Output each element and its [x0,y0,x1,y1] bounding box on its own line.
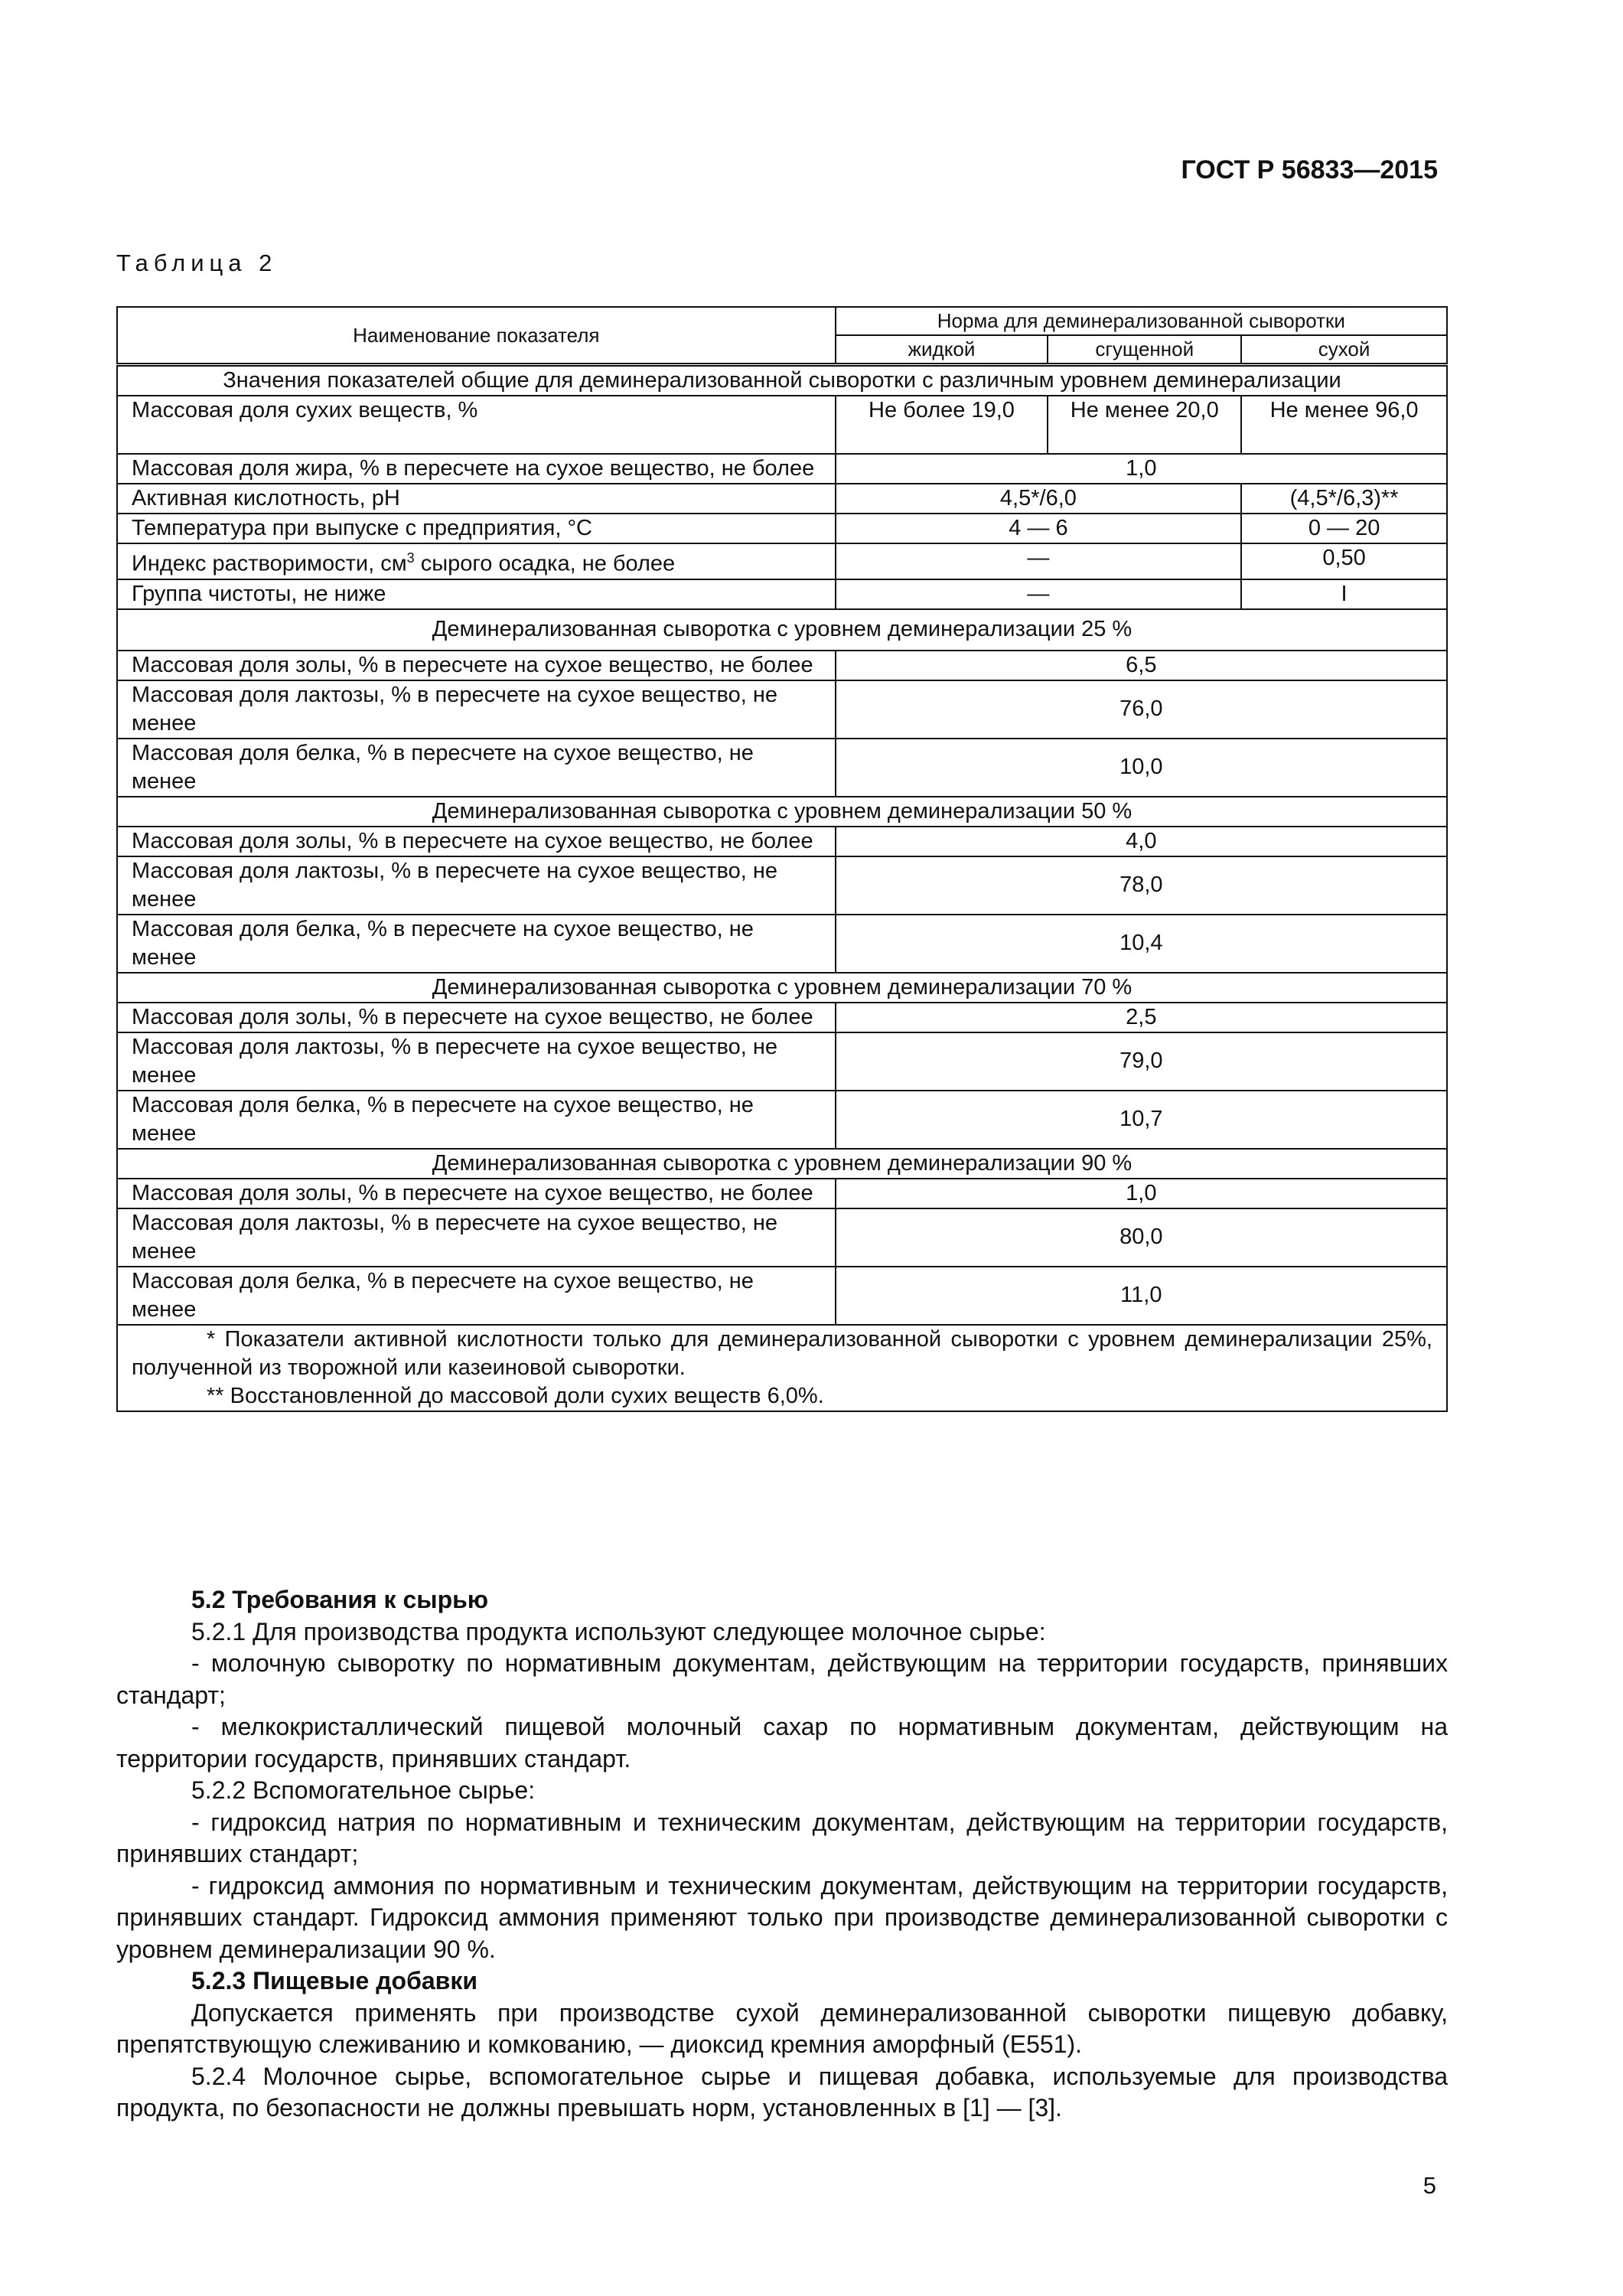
column-header-liquid: жидкой [836,335,1048,365]
table-row [117,454,1447,484]
table-row [117,543,1447,579]
row-name: Массовая доля сухих веществ, % [117,396,836,454]
table-row [117,484,1447,514]
value-dry: Не менее 96,0 [1241,396,1447,454]
paragraph-5-2-4: 5.2.4 Молочное сырье, вспомогательное сырье и пищевая добавка, используемые для производства продукта, по безопасности не должны превышать норм, установленных в [1] — [3]. [116,2062,1448,2122]
row-value: 79,0 [836,1032,1447,1091]
row-value: 78,0 [836,856,1447,915]
value-condensed: Не менее 20,0 [1048,396,1241,454]
section-title-level-25: Деминерализованная сыворотка с уровнем деминерализации 25 % [117,609,1447,651]
section-title-level-90: Деминерализованная сыворотка с уровнем деминерализации 90 % [117,1149,1447,1179]
column-header-condensed: сгущенной [1048,335,1241,365]
row-name: Группа чистоты, не ниже [117,579,836,609]
row-value: 76,0 [836,680,1447,739]
row-name [117,543,836,579]
page-number: 5 [1423,2172,1436,2199]
row-value: 2,5 [836,1003,1447,1032]
section-title-level-50: Деминерализованная сыворотка с уровнем деминерализации 50 % [117,797,1447,827]
value-dry: 0 — 20 [1241,514,1447,543]
section-title-general: Значения показателей общие для деминерализованной сыворотки с различным уровнем деминерализации [117,365,1447,396]
table-row [117,915,1447,973]
row-name: Массовая доля белка, % в пересчете на сухое вещество, не менее [117,1091,836,1149]
row-name: Массовая доля белка, % в пересчете на сухое вещество, не менее [117,1267,836,1325]
row-name: Массовая доля лактозы, % в пересчете на сухое вещество, не менее [117,680,836,739]
value-dry: 0,50 [1241,543,1447,579]
row-name: Массовая доля белка, % в пересчете на сухое вещество, не менее [117,915,836,973]
table-header-row [117,307,1447,335]
row-value: 10,4 [836,915,1447,973]
table-row [117,1032,1447,1091]
section-title-level-70: Деминерализованная сыворотка с уровнем деминерализации 70 % [117,973,1447,1003]
column-header-group: Норма для деминерализованной сыворотки [836,307,1447,335]
section-row [117,1149,1447,1179]
value-liquid-condensed: 4,5*/6,0 [836,484,1242,514]
value-dry: (4,5*/6,3)** [1241,484,1447,514]
table-caption: Таблица 2 [116,249,278,276]
table-row [117,1179,1447,1208]
table-row [117,396,1447,454]
row-name: Массовая доля лактозы, % в пересчете на сухое вещество, не менее [117,1032,836,1091]
paragraph-5-2-1: 5.2.1 Для производства продукта используют следующее молочное сырье: [191,1617,1046,1645]
row-value: 4,0 [836,827,1447,856]
section-row [117,609,1447,651]
table-row [117,579,1447,609]
section-row [117,365,1447,396]
paragraph-whey: - молочную сыворотку по нормативным документам, действующим на территории государств, принявших стандарт; [116,1649,1448,1709]
row-value: 10,0 [836,739,1447,797]
table-row [117,1208,1447,1267]
table-footnotes [117,1325,1447,1411]
section-row [117,973,1447,1003]
paragraph-ammonium-hydroxide: - гидроксид аммония по нормативным и техническим документам, действующим на территории государств, принявших стандарт. Гидроксид аммония применяют только при производстве деминерализованной сыворотки с уровнем деминерализации 90 %. [116,1871,1448,1963]
row-name: Активная кислотность, pH [117,484,836,514]
footnote-row [117,1325,1447,1411]
row-name: Массовая доля золы, % в пересчете на сухое вещество, не более [117,1179,836,1208]
row-name: Массовая доля белка, % в пересчете на сухое вещество, не менее [117,739,836,797]
table-row [117,514,1447,543]
section-row [117,797,1447,827]
paragraph-sodium-hydroxide: - гидроксид натрия по нормативным и техническим документам, действующим на территории государств, принявших стандарт; [116,1808,1448,1867]
table-row [117,651,1447,680]
row-name: Массовая доля золы, % в пересчете на сухое вещество, не более [117,651,836,680]
value-liquid-condensed: 4 — 6 [836,514,1242,543]
heading-5-2: 5.2 Требования к сырью [191,1586,489,1613]
document-code: ГОСТ Р 56833—2015 [1181,155,1438,184]
requirements-table [116,306,1448,1412]
row-value: 6,5 [836,651,1447,680]
table-row [117,1267,1447,1325]
row-name-prefix: Индекс растворимости, см [132,551,407,576]
heading-5-2-3: 5.2.3 Пищевые добавки [191,1967,477,1994]
row-value: 11,0 [836,1267,1447,1325]
row-name: Массовая доля жира, % в пересчете на сухое вещество, не более [117,454,836,484]
row-name: Массовая доля золы, % в пересчете на сухое вещество, не более [117,827,836,856]
value-liquid-condensed: — [836,579,1242,609]
row-name-suffix: сырого осадка, не более [414,551,676,576]
footnote-2: ** Восстановленной до массовой доли сухих веществ 6,0%. [207,1383,824,1408]
value-liquid-condensed: — [836,543,1242,579]
row-name: Массовая доля лактозы, % в пересчете на сухое вещество, не менее [117,856,836,915]
row-name: Температура при выпуске с предприятия, °С [117,514,836,543]
row-name-superscript: 3 [406,550,415,566]
table-row [117,739,1447,797]
row-value: 1,0 [836,1179,1447,1208]
body-text [116,1584,1448,2125]
value-dry: I [1241,579,1447,609]
row-name: Массовая доля лактозы, % в пересчете на сухое вещество, не менее [117,1208,836,1267]
paragraph-milk-sugar: - мелкокристаллический пищевой молочный сахар по нормативным документам, действующим на территории государств, принявших стандарт. [116,1713,1448,1773]
row-value: 10,7 [836,1091,1447,1149]
value-liquid: Не более 19,0 [836,396,1048,454]
table-row [117,1003,1447,1032]
table-row [117,827,1447,856]
column-header-name: Наименование показателя [117,307,836,365]
row-value: 80,0 [836,1208,1447,1267]
row-name: Массовая доля золы, % в пересчете на сухое вещество, не более [117,1003,836,1032]
column-header-dry: сухой [1241,335,1447,365]
table-row [117,680,1447,739]
table-row [117,856,1447,915]
paragraph-food-additive: Допускается применять при производстве сухой деминерализованной сыворотки пищевую добавку, препятствующую слеживанию и комкованию, — диоксид кремния аморфный (Е551). [116,1998,1448,2058]
paragraph-5-2-2: 5.2.2 Вспомогательное сырье: [191,1776,536,1804]
footnote-1: * Показатели активной кислотности только для деминерализованной сыворотки с уровнем деминерализации 25%, полученной из творожной или казеиновой сыворотки. [132,1326,1432,1380]
table-row [117,1091,1447,1149]
value-all: 1,0 [836,454,1447,484]
